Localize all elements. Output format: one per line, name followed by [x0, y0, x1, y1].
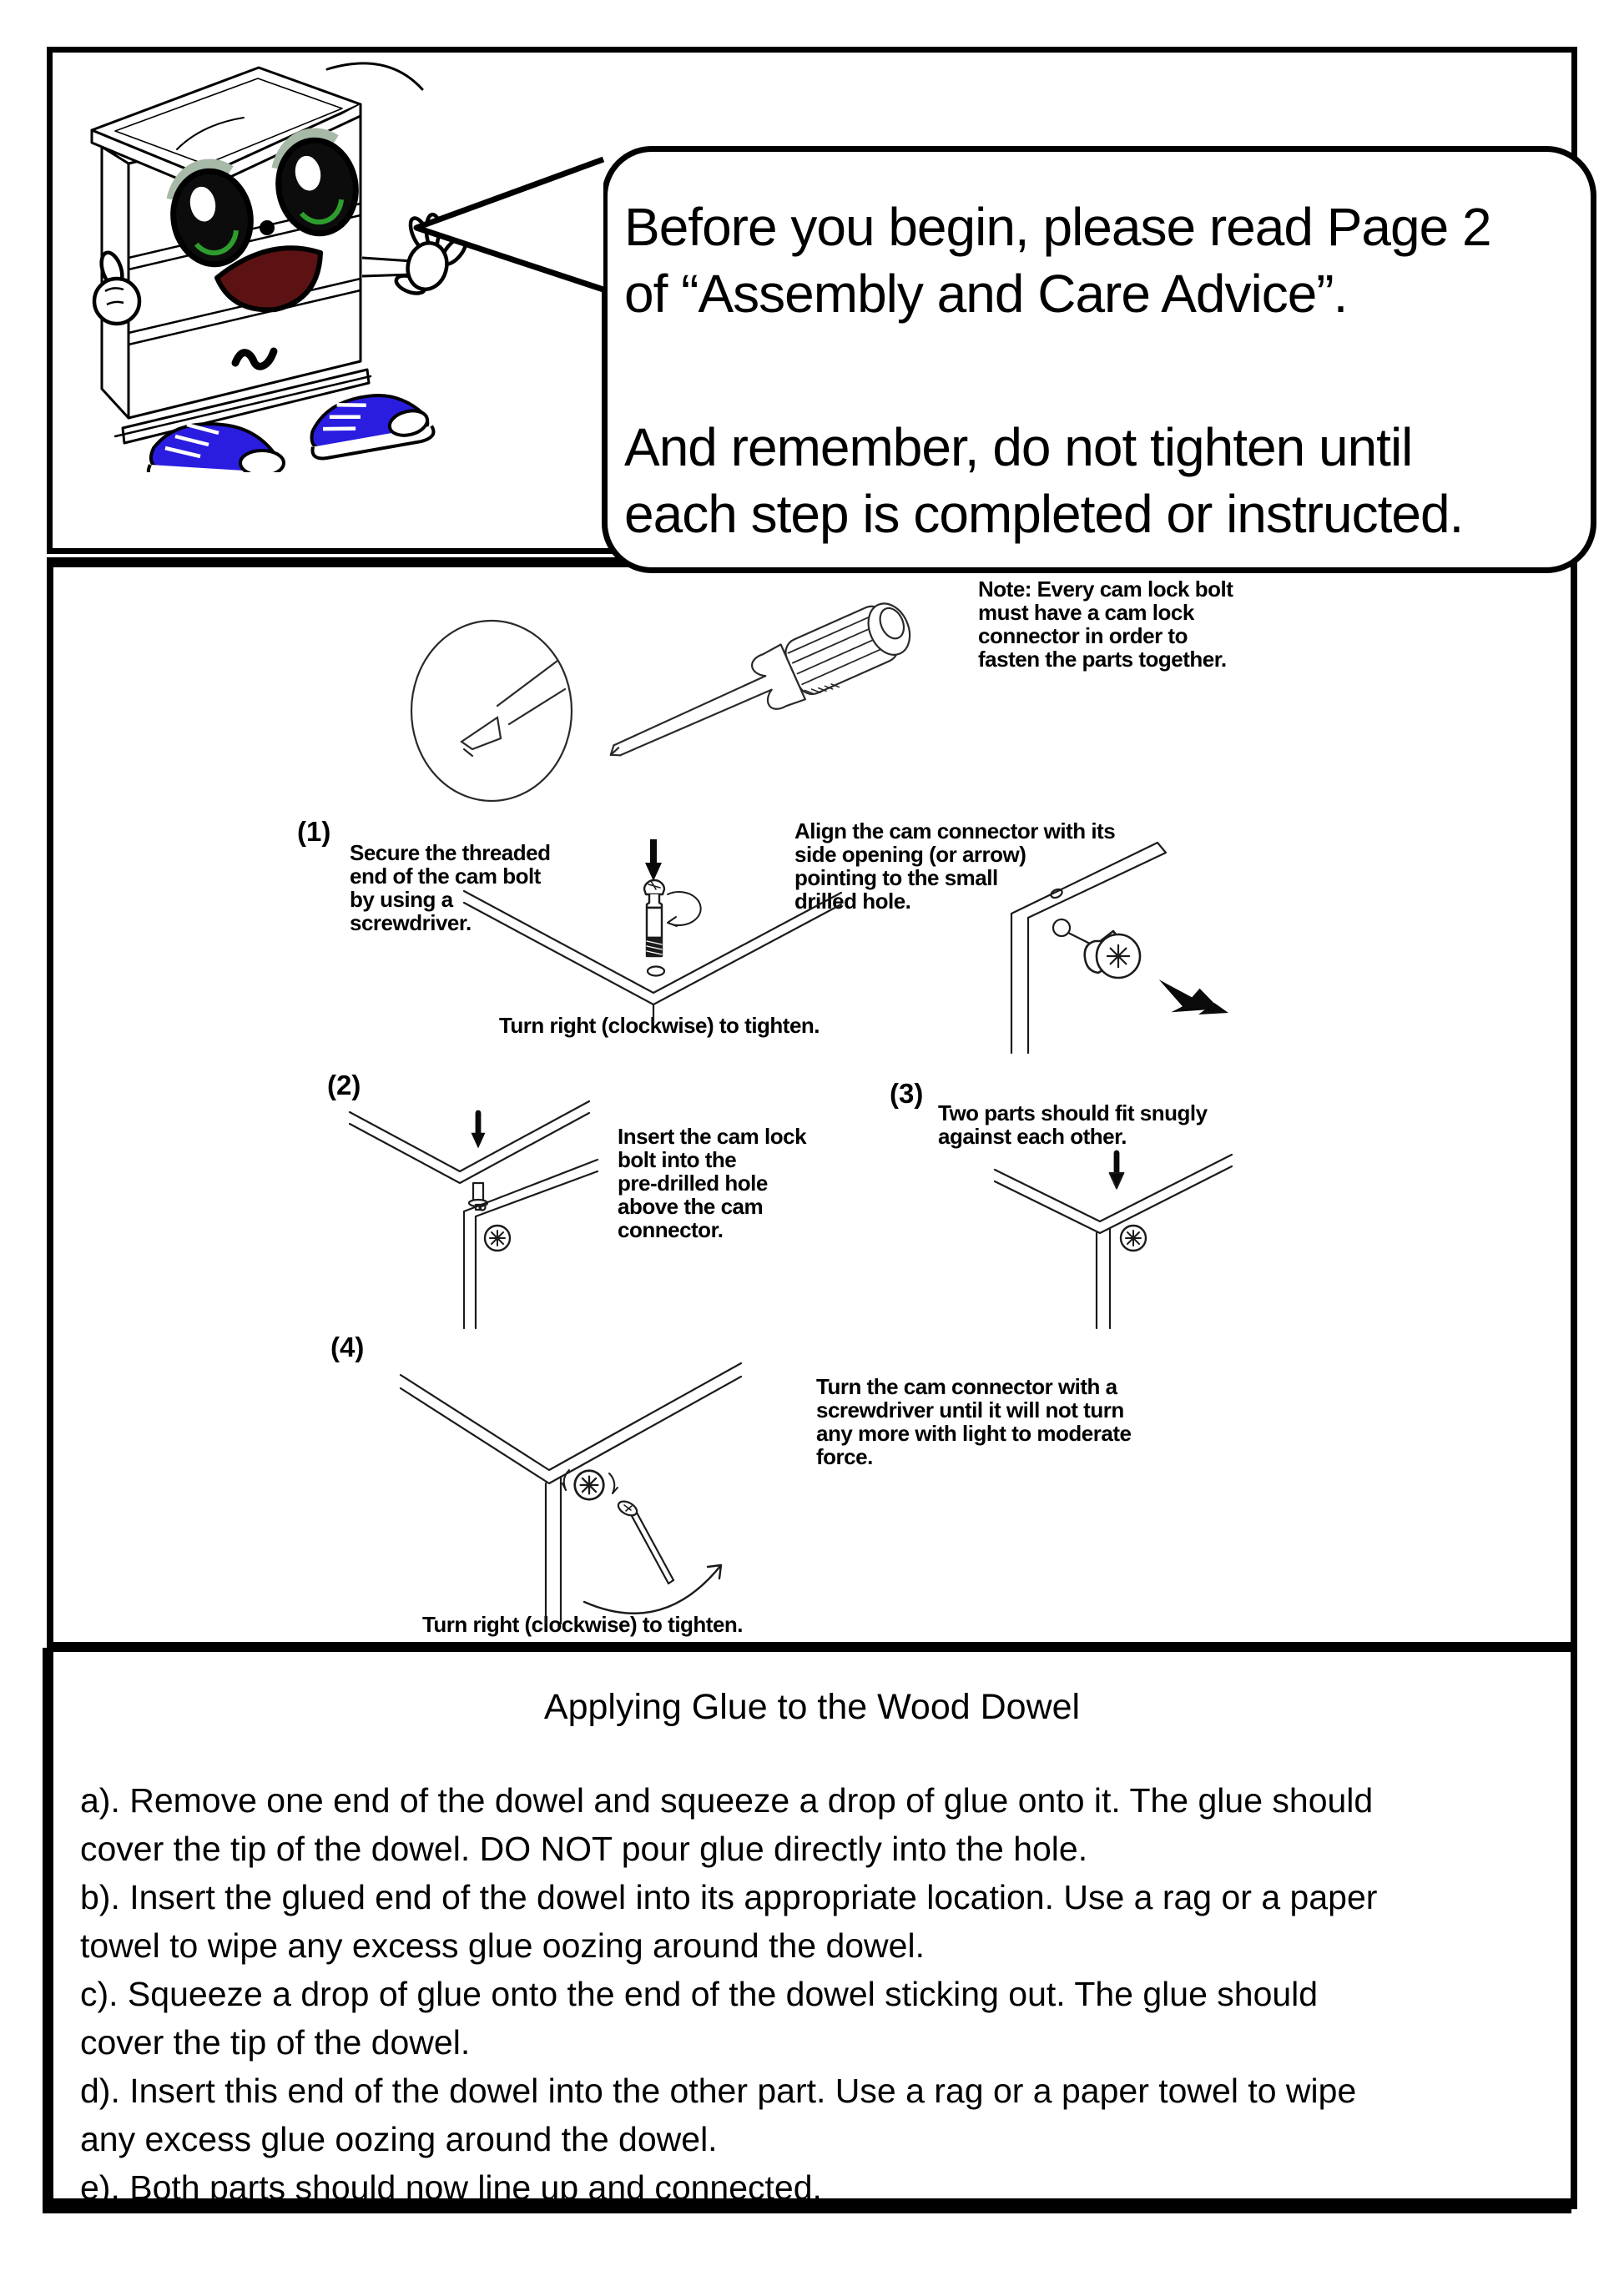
bubble-text: Before you begin, please read Page 2: [624, 197, 1491, 257]
insert-arrow: [1159, 975, 1228, 1015]
cam-connector: [1085, 931, 1140, 978]
cam-connector-diagram: [1011, 843, 1228, 1053]
glue-line: cover the tip of the dowel.: [80, 2023, 471, 2062]
bubble-text: And remember, do not tighten until: [624, 417, 1413, 477]
step4-caption: Turn right (clockwise) to tighten.: [421, 1612, 744, 1637]
glue-line: d). Insert this end of the dowel into the other part. Use a rag or a paper towel to wipe: [80, 2072, 1357, 2110]
note-text: Note: Every cam lock bolt must have a cam lock connector in order to fasten the parts together.: [978, 577, 1233, 672]
mascot-nose: [260, 220, 275, 235]
magnified-tip-icon: [411, 621, 572, 801]
step3-diagram: [995, 1153, 1232, 1328]
step3-text: Two parts should fit snugly against each other.: [938, 1100, 1208, 1149]
step4-label: (4): [330, 1332, 365, 1362]
speech-bubble: [602, 146, 1596, 573]
step1-diagram: [464, 839, 841, 1023]
step2-label: (2): [327, 1070, 361, 1100]
glue-line: e). Both parts should now line up and connected.: [80, 2168, 822, 2207]
intro-panel: [47, 47, 1577, 554]
screwdriver-mini: [616, 1498, 673, 1584]
cam-lock-diagrams: [47, 557, 1577, 1642]
bubble-text: of “Assembly and Care Advice”.: [624, 264, 1348, 324]
step1-caption: Turn right (clockwise) to tighten.: [498, 1013, 820, 1038]
glue-line: a). Remove one end of the dowel and squeeze a drop of glue onto it. The glue should: [80, 1781, 1374, 1820]
rotate-arrow: [668, 892, 701, 926]
glue-line: b). Insert the glued end of the dowel into its appropriate location. Use a rag or a paper: [80, 1878, 1378, 1916]
glue-line: towel to wipe any excess glue oozing around the dowel.: [80, 1926, 925, 1965]
screwdriver-illustration: [598, 594, 920, 783]
step3-label: (3): [890, 1078, 924, 1109]
step2-diagram: [350, 1101, 598, 1328]
align-note-text: Align the cam connector with its side opening (or arrow) pointing to the small drilled hole.: [794, 818, 1116, 914]
step4-diagram: [401, 1363, 741, 1624]
glue-line: c). Squeeze a drop of glue onto the end of the dowel sticking out. The glue should: [80, 1975, 1319, 2013]
speech-bubble-tail: [398, 139, 607, 315]
step4-text: Turn the cam connector with a screwdriver until it will not turn any more with light to moderate force.: [816, 1374, 1132, 1469]
glue-instructions-panel: [47, 1642, 1577, 2209]
turn-arc-arrow: [584, 1565, 721, 1614]
glue-line: any excess glue oozing around the dowel.: [80, 2120, 718, 2158]
bubble-text: each step is completed or instructed.: [624, 484, 1464, 544]
cam-connector-rotating: [562, 1470, 618, 1499]
glue-title: Applying Glue to the Wood Dowel: [543, 1687, 1081, 1727]
step2-text: Insert the cam lock bolt into the pre-drilled hole above the cam connector.: [618, 1124, 807, 1242]
step1-label: (1): [297, 816, 331, 847]
step1-text: Secure the threaded end of the cam bolt by using a screwdriver.: [350, 840, 551, 935]
cam-bolt: [644, 880, 664, 956]
glue-line: cover the tip of the dowel. DO NOT pour glue directly into the hole.: [80, 1830, 1088, 1868]
